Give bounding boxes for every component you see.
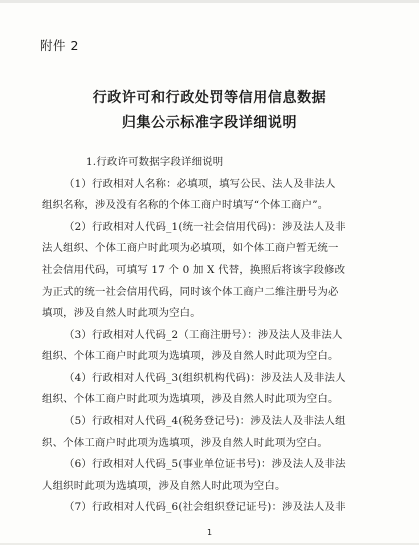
body-line: 人组织时此项为选填项，涉及自然人时此项为空白。 <box>42 479 286 492</box>
body-line: 填项，涉及自然人时此项为空白。 <box>42 307 201 320</box>
body-line: （5）行政相对人代码_4(税务登记号)：涉及法人及非法人组 <box>64 415 346 428</box>
section-heading: 1.行政许可数据字段详细说明 <box>86 156 224 168</box>
body-line: （6）行政相对人代码_5(事业单位证书号)：涉及法人及非法 <box>64 458 346 471</box>
body-line: 织、个体工商户时此项为选填项，涉及自然人时此项为空白。 <box>42 436 328 449</box>
body-line: 组织、个体工商户时此项为选填项，涉及自然人时此项为空白。 <box>42 350 339 363</box>
document-title-line-2: 归集公示标准字段详细说明 <box>121 115 298 131</box>
attachment-label: 附件 2 <box>40 38 79 53</box>
body-line: （2）行政相对人代码_1(统一社会信用代码)：涉及法人及非 <box>64 220 346 233</box>
document-title-line-1: 行政许可和行政处罚等信用信息数据 <box>92 90 327 106</box>
body-line: 组织名称，涉及没有名称的个体工商户时填写“个体工商户”。 <box>42 199 329 212</box>
body-line: 为正式的统一社会信用代码，同时该个体工商户二维注册号为必 <box>42 285 339 298</box>
body-line: （1）行政相对人名称：必填项，填写公民、法人及非法人 <box>64 177 336 190</box>
body-line: 组织、个体工商户时此项为选填项，涉及自然人时此项为空白。 <box>42 393 339 406</box>
body-line: （4）行政相对人代码_3(组织机构代码)：涉及法人及非法人 <box>64 371 346 384</box>
page-number: 1 <box>206 528 213 537</box>
scan-edge-top <box>0 0 419 3</box>
body-line: 法人组织、个体工商户时此项为必填项，如个体工商户暂无统一 <box>42 242 339 255</box>
body-line: （3）行政相对人代码_2（工商注册号）：涉及法人及非法人 <box>64 328 343 341</box>
body-line: （7）行政相对人代码_6(社会组织登记证号)：涉及法人及非 <box>64 501 346 514</box>
body-line: 社会信用代码，可填写 17 个 0 加 X 代替，换照后将该字段修改 <box>42 263 346 276</box>
